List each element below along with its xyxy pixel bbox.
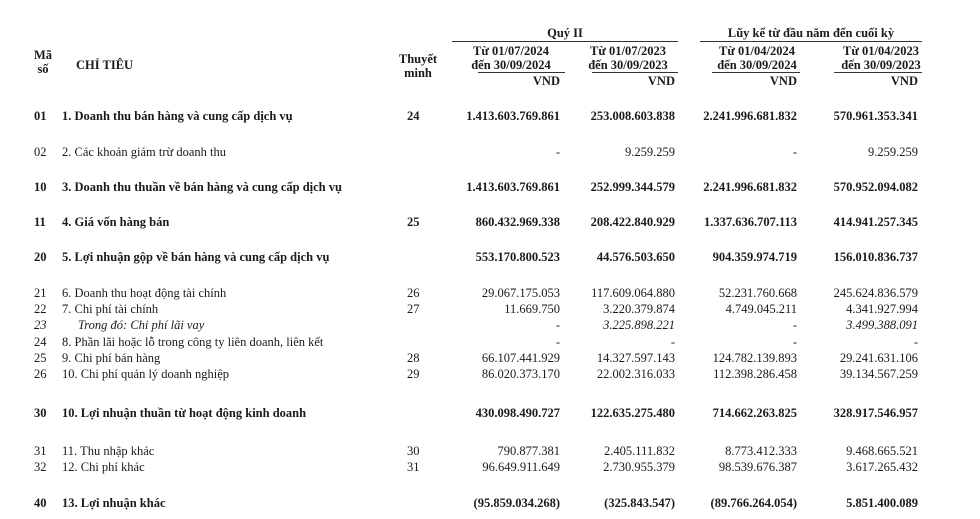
table-row (0, 302, 980, 317)
row-value-q2-2023: 122.635.275.480 (590, 406, 675, 420)
row-value-ytd-2024: 904.359.974.719 (712, 250, 797, 264)
row-indicator: 9. Chi phí bán hàng (62, 351, 161, 365)
note-column-header (392, 52, 444, 80)
row-note: 29 (407, 367, 420, 381)
period-4-unit: VND (890, 74, 918, 88)
row-code: 21 (34, 286, 47, 300)
row-code: 22 (34, 302, 47, 316)
row-code: 40 (34, 496, 47, 510)
row-code: 32 (34, 460, 47, 474)
row-value-ytd-2023: 328.917.546.957 (833, 406, 918, 420)
ytd-group-rule (700, 41, 922, 42)
code-header-line1: Mã (33, 48, 53, 62)
period-4-from: Từ 01/04/2023 (843, 44, 919, 58)
row-value-q2-2024: 11.669.750 (504, 302, 560, 316)
row-indicator: 2. Các khoản giảm trừ doanh thu (62, 145, 227, 159)
row-note: 28 (407, 351, 420, 365)
row-value-ytd-2023: 3.617.265.432 (846, 460, 918, 474)
row-value-ytd-2024: 8.773.412.333 (725, 444, 797, 458)
table-row (0, 318, 980, 333)
row-code: 20 (34, 250, 47, 264)
period-header-4 (822, 44, 940, 72)
row-value-q2-2024: 86.020.373.170 (481, 367, 560, 381)
row-value-q2-2023: 22.002.316.033 (596, 367, 675, 381)
period-1-to: đến 30/09/2024 (471, 58, 551, 72)
row-indicator: 4. Giá vốn hàng bán (62, 215, 170, 229)
row-indicator: 13. Lợi nhuận khác (62, 496, 166, 510)
table-row (0, 250, 980, 265)
row-value-q2-2023: (325.843.547) (604, 496, 675, 510)
row-indicator: Trong đó: Chi phí lãi vay (78, 318, 205, 332)
period-4-to: đến 30/09/2023 (841, 58, 921, 72)
row-indicator: 12. Chi phí khác (62, 460, 145, 474)
row-value-ytd-2024: 1.337.636.707.113 (703, 215, 797, 229)
row-note: 31 (407, 460, 420, 474)
ytd-group-title: Lũy kế từ đầu năm đến cuối kỳ (727, 26, 895, 40)
row-note: 26 (407, 286, 420, 300)
period-3-unit: VND (769, 74, 797, 88)
row-value-q2-2023: 3.225.898.221 (603, 318, 675, 332)
period-2-unit: VND (647, 74, 675, 88)
period-1-from: Từ 01/07/2024 (473, 44, 549, 58)
row-indicator: 5. Lợi nhuận gộp về bán hàng và cung cấp dịch vụ (62, 250, 330, 264)
row-indicator: 3. Doanh thu thuần về bán hàng và cung cấp dịch vụ (62, 180, 342, 194)
row-value-q2-2023: 44.576.503.650 (596, 250, 675, 264)
note-header-line2: minh (404, 66, 432, 80)
row-value-ytd-2023: 39.134.567.259 (839, 367, 918, 381)
row-value-ytd-2023: - (913, 335, 918, 349)
period-2-from: Từ 01/07/2023 (590, 44, 666, 58)
row-value-ytd-2024: (89.766.264.054) (710, 496, 797, 510)
row-value-ytd-2024: 98.539.676.387 (718, 460, 797, 474)
row-value-q2-2024: 1.413.603.769.861 (466, 109, 560, 123)
row-indicator: 6. Doanh thu hoạt động tài chính (62, 286, 227, 300)
row-value-ytd-2024: 2.241.996.681.832 (703, 109, 797, 123)
row-value-ytd-2024: 112.398.286.458 (713, 367, 797, 381)
table-row (0, 367, 980, 382)
quarter-group-rule (452, 41, 678, 42)
row-value-ytd-2023: 4.341.927.994 (846, 302, 918, 316)
period-4-rule (834, 72, 922, 73)
period-2-to: đến 30/09/2023 (588, 58, 668, 72)
row-value-ytd-2024: - (792, 145, 797, 159)
row-value-ytd-2024: 714.662.263.825 (712, 406, 797, 420)
row-code: 10 (34, 180, 47, 194)
row-value-ytd-2023: 156.010.836.737 (833, 250, 918, 264)
table-row (0, 215, 980, 230)
table-row (0, 460, 980, 475)
row-code: 30 (34, 406, 47, 420)
row-value-q2-2024: 860.432.969.338 (475, 215, 560, 229)
row-code: 11 (34, 215, 46, 229)
row-code: 31 (34, 444, 47, 458)
table-row (0, 286, 980, 301)
row-value-q2-2023: 208.422.840.929 (590, 215, 675, 229)
table-row (0, 406, 980, 421)
row-note: 24 (407, 109, 420, 123)
row-value-q2-2024: 29.067.175.053 (481, 286, 560, 300)
row-value-q2-2023: 117.609.064.880 (591, 286, 675, 300)
row-indicator: 11. Thu nhập khác (62, 444, 155, 458)
table-row (0, 180, 980, 195)
row-code: 02 (34, 145, 47, 159)
row-indicator: 10. Lợi nhuận thuần từ hoạt động kinh doanh (62, 406, 307, 420)
period-3-to: đến 30/09/2024 (717, 58, 797, 72)
row-value-q2-2023: 2.405.111.832 (604, 444, 675, 458)
row-code: 26 (34, 367, 47, 381)
row-note: 25 (407, 215, 420, 229)
period-header-1 (455, 44, 567, 72)
table-row (0, 444, 980, 459)
row-value-ytd-2023: 570.961.353.341 (833, 109, 918, 123)
table-row (0, 351, 980, 366)
period-header-3 (698, 44, 816, 72)
table-row (0, 145, 980, 160)
row-value-q2-2024: - (555, 335, 560, 349)
row-value-q2-2023: 3.220.379.874 (603, 302, 675, 316)
row-value-q2-2024: 96.649.911.649 (482, 460, 560, 474)
row-value-ytd-2023: 3.499.388.091 (846, 318, 918, 332)
row-value-ytd-2023: 29.241.631.106 (839, 351, 918, 365)
row-value-ytd-2023: 5.851.400.089 (846, 496, 918, 510)
row-code: 24 (34, 335, 47, 349)
row-indicator: 7. Chi phí tài chính (62, 302, 159, 316)
row-value-ytd-2024: - (792, 318, 797, 332)
row-value-q2-2024: 66.107.441.929 (481, 351, 560, 365)
row-value-q2-2024: (95.859.034.268) (473, 496, 560, 510)
row-value-q2-2023: 2.730.955.379 (603, 460, 675, 474)
row-value-q2-2024: - (555, 318, 560, 332)
table-row (0, 109, 980, 124)
row-note: 27 (407, 302, 420, 316)
indicator-column-header: CHỈ TIÊU (76, 58, 134, 72)
row-value-q2-2023: 14.327.597.143 (596, 351, 675, 365)
code-column-header (30, 48, 56, 76)
row-value-q2-2024: 790.877.381 (497, 444, 560, 458)
cut-off-page-title (320, 0, 660, 5)
table-row (0, 335, 980, 350)
period-2-rule (592, 72, 678, 73)
row-value-q2-2024: - (555, 145, 560, 159)
row-value-ytd-2024: 4.749.045.211 (725, 302, 797, 316)
quarter-group-title: Quý II (547, 26, 583, 40)
note-header-line1: Thuyết (398, 52, 438, 66)
row-note: 30 (407, 444, 420, 458)
code-header-line2: số (37, 62, 49, 76)
row-value-ytd-2024: 52.231.760.668 (718, 286, 797, 300)
row-value-q2-2024: 1.413.603.769.861 (466, 180, 560, 194)
row-value-ytd-2023: 9.259.259 (868, 145, 918, 159)
row-value-ytd-2024: 2.241.996.681.832 (703, 180, 797, 194)
row-value-q2-2023: 9.259.259 (625, 145, 675, 159)
period-1-unit: VND (532, 74, 560, 88)
row-value-q2-2024: 553.170.800.523 (475, 250, 560, 264)
row-value-ytd-2024: 124.782.139.893 (712, 351, 797, 365)
row-value-q2-2024: 430.098.490.727 (475, 406, 560, 420)
row-indicator: 8. Phần lãi hoặc lỗ trong công ty liên doanh, liên kết (62, 335, 324, 349)
row-value-ytd-2023: 570.952.094.082 (833, 180, 918, 194)
table-row (0, 496, 980, 511)
row-code: 23 (34, 318, 47, 332)
period-3-from: Từ 01/04/2024 (719, 44, 795, 58)
row-value-ytd-2024: - (792, 335, 797, 349)
row-value-ytd-2023: 245.624.836.579 (833, 286, 918, 300)
row-value-ytd-2023: 9.468.665.521 (846, 444, 918, 458)
row-value-q2-2023: 253.008.603.838 (590, 109, 675, 123)
period-1-rule (478, 72, 565, 73)
row-code: 01 (34, 109, 47, 123)
row-code: 25 (34, 351, 47, 365)
row-value-q2-2023: - (670, 335, 675, 349)
period-header-2 (573, 44, 683, 72)
row-value-q2-2023: 252.999.344.579 (590, 180, 675, 194)
period-3-rule (712, 72, 800, 73)
row-indicator: 10. Chi phí quản lý doanh nghiệp (62, 367, 229, 381)
row-value-ytd-2023: 414.941.257.345 (833, 215, 918, 229)
row-indicator: 1. Doanh thu bán hàng và cung cấp dịch vụ (62, 109, 293, 123)
